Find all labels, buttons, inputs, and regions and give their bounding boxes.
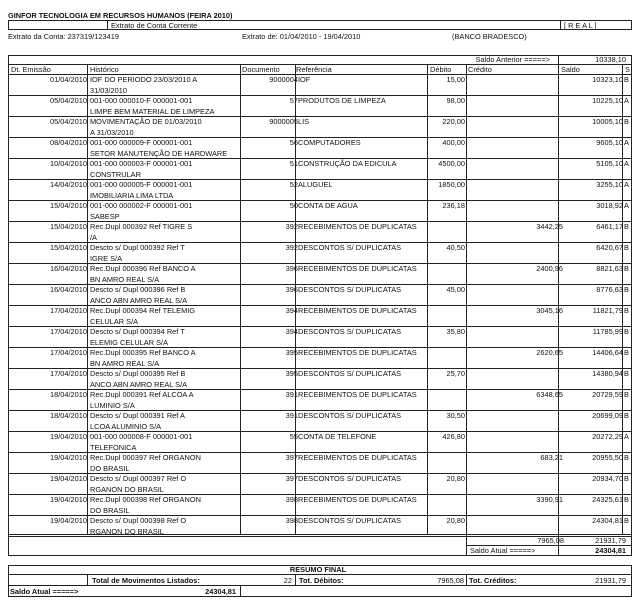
divider	[240, 585, 241, 597]
opening-balance-value: 10338,10	[595, 55, 626, 64]
divider	[8, 574, 632, 575]
cell-documento: 392	[285, 243, 298, 252]
cell-documento: 398	[285, 516, 298, 525]
cell-s: B	[624, 390, 629, 399]
cell-s: A	[624, 159, 629, 168]
cell-credito: 6348,65	[536, 390, 563, 399]
divider	[107, 20, 108, 30]
table-row	[8, 506, 632, 515]
cell-historico: 001-000 000010-F 000001-001	[90, 96, 193, 105]
table-row	[8, 464, 632, 473]
total-credits-label: Tot. Créditos:	[469, 576, 517, 585]
cell-historico: MOVIMENTAÇÃO DE 01/03/2010	[90, 117, 202, 126]
cell-saldo: 5105,10	[596, 159, 623, 168]
cell-documento: 52	[289, 180, 298, 189]
cell-s: A	[624, 138, 629, 147]
cell-historico: IMOBILIARIA LIMA LTDA	[90, 190, 174, 200]
cell-s: B	[624, 369, 629, 378]
cell-saldo: 20934,70	[592, 474, 623, 483]
cell-saldo: 11821,79	[592, 306, 623, 315]
cell-historico: CONSTRULAR	[90, 169, 141, 179]
cell-credito: 2400,96	[536, 264, 563, 273]
cell-referencia: DESCONTOS S/ DUPLICATAS	[298, 516, 402, 525]
cell-saldo: 8821,63	[596, 264, 623, 273]
table-row	[8, 243, 632, 252]
col-header-saldo: Saldo	[561, 65, 580, 74]
cell-s: A	[624, 201, 629, 210]
cell-saldo: 6461,17	[596, 222, 623, 231]
table-row	[8, 222, 632, 231]
table-row	[8, 212, 632, 221]
cell-referencia: PRODUTOS DE LIMPEZA	[298, 96, 386, 105]
cell-saldo: 10225,10	[592, 96, 623, 105]
table-row	[8, 117, 632, 126]
cell-date: 01/04/2010	[50, 75, 87, 84]
cell-s: A	[624, 96, 629, 105]
table-row	[8, 306, 632, 315]
cell-historico: RGANON DO BRASIL	[90, 484, 164, 494]
cell-historico: BN AMRO REAL S/A	[90, 358, 160, 368]
cell-date: 19/04/2010	[50, 453, 87, 462]
cell-referencia: RECEBIMENTOS DE DUPLICATAS	[298, 306, 417, 315]
total-credits-value: 21931,79	[595, 576, 626, 585]
cell-credito: 3390,91	[536, 495, 563, 504]
cell-s: A	[624, 432, 629, 441]
cell-historico: CELULAR S/A	[90, 316, 139, 326]
table-row	[8, 422, 632, 431]
table-row	[8, 275, 632, 284]
col-header-documento: Documento	[242, 65, 280, 74]
cell-historico: Descto s/ Dupl 000394 Ref T	[90, 327, 185, 336]
cell-referencia: DESCONTOS S/ DUPLICATAS	[298, 411, 402, 420]
cell-date: 17/04/2010	[50, 327, 87, 336]
col-header-date: Dt. Emissão	[11, 65, 51, 74]
cell-date: 19/04/2010	[50, 495, 87, 504]
cell-s: B	[624, 453, 629, 462]
cell-documento: 50	[289, 201, 298, 210]
cell-debito: 25,70	[446, 369, 465, 378]
table-row	[8, 191, 632, 200]
cell-referencia: DESCONTOS S/ DUPLICATAS	[298, 474, 402, 483]
cell-historico: Rec.Dupl 000397 Ref ORGANON	[90, 453, 201, 462]
cell-historico: Rec.Dupl 000398 Ref ORGANON	[90, 495, 201, 504]
cell-s: B	[624, 117, 629, 126]
cell-historico: Rec.Dupl 000394 Ref TELEMIG	[90, 306, 196, 315]
table-row	[8, 201, 632, 210]
cell-s: B	[624, 306, 629, 315]
cell-historico: Rec.Dupl 000391 Ref ALCOA A	[90, 390, 194, 399]
cell-historico: Descto s/ Dupl 000398 Ref O	[90, 516, 187, 525]
cell-debito: 20,80	[446, 474, 465, 483]
cell-referencia: RECEBIMENTOS DE DUPLICATAS	[298, 495, 417, 504]
col-header-historico: Histórico	[90, 65, 119, 74]
table-row	[8, 359, 632, 368]
cell-documento: 391	[285, 411, 298, 420]
currency-label: [ R E A L ]	[564, 21, 597, 30]
cell-debito: 400,00	[442, 138, 465, 147]
table-row	[8, 401, 632, 410]
cell-saldo: 20272,29	[592, 432, 623, 441]
cell-historico: Rec.Dupl 000396 Ref BANCO A	[90, 264, 196, 273]
cell-documento: 9000005	[269, 117, 298, 126]
total-movements-label: Total de Movimentos Listados:	[92, 576, 200, 585]
table-row	[8, 485, 632, 494]
cell-referencia: CONTA DE AGUA	[298, 201, 358, 210]
cell-s: B	[624, 495, 629, 504]
cell-s: B	[624, 243, 629, 252]
cell-saldo: 20699,09	[592, 411, 623, 420]
cell-s: B	[624, 474, 629, 483]
cell-documento: 56	[289, 138, 298, 147]
total-credit: 21931,79	[595, 536, 626, 545]
total-debit: 7965,08	[537, 536, 564, 545]
cell-referencia: RECEBIMENTOS DE DUPLICATAS	[298, 264, 417, 273]
table-row	[8, 380, 632, 389]
cell-historico: 31/03/2010	[90, 85, 127, 95]
cell-historico: 001-000 000009-F 000001-001	[90, 138, 193, 147]
table-row	[8, 453, 632, 462]
cell-historico: LCOA ALUMINIO S/A	[90, 421, 162, 431]
cell-debito: 15,00	[446, 75, 465, 84]
cell-saldo: 20955,50	[592, 453, 623, 462]
period-label: Extrato de: 01/04/2010 - 19/04/2010	[242, 32, 361, 41]
summary-balance-value: 24304,81	[205, 587, 236, 596]
cell-historico: BN AMRO REAL S/A	[90, 274, 160, 284]
cell-historico: IOF DO PERIODO 23/03/2010 A	[90, 75, 198, 84]
cell-documento: 9000004	[269, 75, 298, 84]
cell-documento: 51	[289, 159, 298, 168]
cell-s: B	[624, 411, 629, 420]
cell-historico: Descto s/ Dupl 000391 Ref A	[90, 411, 185, 420]
cell-date: 18/04/2010	[50, 390, 87, 399]
cell-historico: RGANON DO BRASIL	[90, 526, 164, 536]
cell-saldo: 14406,64	[592, 348, 623, 357]
cell-referencia: DESCONTOS S/ DUPLICATAS	[298, 285, 402, 294]
cell-historico: A 31/03/2010	[90, 127, 134, 137]
cell-date: 05/04/2010	[50, 117, 87, 126]
table-row	[8, 107, 632, 116]
cell-historico: SABESP	[90, 211, 120, 221]
cell-debito: 20,80	[446, 516, 465, 525]
total-movements-value: 22	[283, 576, 292, 585]
cell-date: 19/04/2010	[50, 516, 87, 525]
cell-saldo: 11785,99	[592, 327, 623, 336]
cell-historico: SETOR MANUTENÇÃO DE HARDWARE	[90, 148, 228, 158]
cell-saldo: 3018,92	[596, 201, 623, 210]
cell-historico: Descto s/ Dupl 000395 Ref B	[90, 369, 186, 378]
table-row	[8, 254, 632, 263]
cell-credito: 2620,65	[536, 348, 563, 357]
table-row	[8, 159, 632, 168]
cell-saldo: 6420,67	[596, 243, 623, 252]
cell-documento: 396	[285, 285, 298, 294]
cell-referencia: COMPUTADORES	[298, 138, 361, 147]
closing-balance-label: Saldo Atual =====>	[470, 546, 536, 555]
table-row	[8, 75, 632, 84]
cell-saldo: 9605,10	[596, 138, 623, 147]
cell-debito: 220,00	[442, 117, 465, 126]
cell-historico: Rec.Dupl 000395 Ref BANCO A	[90, 348, 196, 357]
table-row	[8, 138, 632, 147]
cell-saldo: 14380,94	[592, 369, 623, 378]
divider	[466, 574, 467, 585]
divider	[560, 20, 561, 30]
total-debits-label: Tot. Débitos:	[299, 576, 344, 585]
table-row	[8, 495, 632, 504]
cell-s: B	[624, 264, 629, 273]
cell-documento: 55	[289, 432, 298, 441]
cell-date: 15/04/2010	[50, 222, 87, 231]
cell-date: 18/04/2010	[50, 411, 87, 420]
cell-referencia: CONSTRUÇÃO DA EDICULA	[298, 159, 397, 168]
cell-date: 17/04/2010	[50, 306, 87, 315]
cell-debito: 30,50	[446, 411, 465, 420]
cell-debito: 426,80	[442, 432, 465, 441]
cell-referencia: ALUGUEL	[298, 180, 333, 189]
table-row	[8, 432, 632, 441]
cell-debito: 98,00	[446, 96, 465, 105]
cell-documento: 391	[285, 390, 298, 399]
cell-s: B	[624, 75, 629, 84]
cell-saldo: 24325,61	[592, 495, 623, 504]
table-row	[8, 369, 632, 378]
cell-documento: 392	[285, 222, 298, 231]
cell-historico: 001-000 000003-F 000001-001	[90, 159, 193, 168]
cell-debito: 35,80	[446, 327, 465, 336]
opening-balance-label: Saldo Anterior =====>	[475, 55, 550, 64]
cell-referencia: CONTA DE TELEFONE	[298, 432, 377, 441]
column-header-row	[8, 65, 632, 74]
cell-saldo: 20729,59	[592, 390, 623, 399]
account-label: Extrato da Conta: 237319/123419	[8, 32, 119, 41]
col-header-debito: Débito	[430, 65, 452, 74]
summary-balance-label: Saldo Atual =====>	[10, 587, 79, 596]
cell-historico: Descto s/ Dupl 000396 Ref B	[90, 285, 186, 294]
cell-date: 10/04/2010	[50, 159, 87, 168]
table-row	[8, 338, 632, 347]
divider	[87, 574, 88, 585]
cell-historico: ANCO ABN AMRO REAL S/A	[90, 295, 188, 305]
table-row	[8, 180, 632, 189]
company-name: GINFOR TECNOLOGIA EM RECURSOS HUMANOS (FEIRA 2010)	[8, 11, 233, 20]
cell-historico: DO BRASIL	[90, 505, 130, 515]
cell-date: 08/04/2010	[50, 138, 87, 147]
table-row	[8, 86, 632, 95]
table-row	[8, 474, 632, 483]
cell-historico: Descto s/ Dupl 000397 Ref O	[90, 474, 187, 483]
cell-historico: Descto s/ Dupl 000392 Ref T	[90, 243, 185, 252]
cell-s: B	[624, 516, 629, 525]
cell-referencia: RECEBIMENTOS DE DUPLICATAS	[298, 222, 417, 231]
cell-historico: Rec.Dupl 000392 Ref TIGRE S	[90, 222, 193, 231]
cell-documento: 396	[285, 264, 298, 273]
cell-referencia: RECEBIMENTOS DE DUPLICATAS	[298, 390, 417, 399]
table-row	[8, 96, 632, 105]
cell-historico: 001-000 000002-F 000001-001	[90, 201, 193, 210]
cell-historico: DO BRASIL	[90, 463, 130, 473]
cell-historico: ANCO ABN AMRO REAL S/A	[90, 379, 188, 389]
table-row	[8, 516, 632, 525]
cell-date: 16/04/2010	[50, 285, 87, 294]
cell-date: 17/04/2010	[50, 348, 87, 357]
cell-saldo: 10005,10	[592, 117, 623, 126]
cell-referencia: IOF	[298, 75, 311, 84]
cell-date: 19/04/2010	[50, 432, 87, 441]
cell-date: 17/04/2010	[50, 369, 87, 378]
cell-historico: /A	[90, 232, 97, 242]
cell-historico: ELEMIG CELULAR S/A	[90, 337, 169, 347]
cell-s: B	[624, 348, 629, 357]
table-row	[8, 285, 632, 294]
cell-historico: LIMPE BEM MATERIAL DE LIMPEZA	[90, 106, 215, 116]
cell-historico: 001-000 000005-F 000001-001	[90, 180, 193, 189]
divider	[8, 585, 632, 586]
cell-documento: 395	[285, 348, 298, 357]
cell-date: 15/04/2010	[50, 201, 87, 210]
table-row	[8, 411, 632, 420]
cell-referencia: RECEBIMENTOS DE DUPLICATAS	[298, 453, 417, 462]
cell-historico: TELEFONICA	[90, 442, 137, 452]
cell-documento: 395	[285, 369, 298, 378]
divider	[295, 574, 296, 585]
divider	[8, 534, 632, 535]
cell-date: 05/04/2010	[50, 96, 87, 105]
cell-s: B	[624, 222, 629, 231]
cell-referencia: LIS	[298, 117, 310, 126]
cell-debito: 40,50	[446, 243, 465, 252]
cell-documento: 397	[285, 474, 298, 483]
cell-documento: 398	[285, 495, 298, 504]
report-title: Extrato de Conta Corrente	[111, 21, 198, 30]
cell-s: B	[624, 327, 629, 336]
cell-saldo: 10323,10	[592, 75, 623, 84]
cell-date: 14/04/2010	[50, 180, 87, 189]
table-row	[8, 233, 632, 242]
cell-documento: 394	[285, 306, 298, 315]
table-row	[8, 390, 632, 399]
cell-date: 15/04/2010	[50, 243, 87, 252]
cell-referencia: DESCONTOS S/ DUPLICATAS	[298, 327, 402, 336]
cell-documento: 57	[289, 96, 298, 105]
cell-credito: 3045,16	[536, 306, 563, 315]
cell-s: A	[624, 180, 629, 189]
cell-documento: 397	[285, 453, 298, 462]
table-row	[8, 348, 632, 357]
bank-label: (BANCO BRADESCO)	[452, 32, 527, 41]
cell-saldo: 8776,63	[596, 285, 623, 294]
summary-title: RESUMO FINAL	[289, 565, 347, 574]
table-row	[8, 317, 632, 326]
closing-balance-value: 24304,81	[595, 546, 626, 555]
col-header-referencia: Referência	[296, 65, 332, 74]
cell-debito: 4500,00	[438, 159, 465, 168]
cell-referencia: RECEBIMENTOS DE DUPLICATAS	[298, 348, 417, 357]
cell-s: B	[624, 285, 629, 294]
table-row	[8, 149, 632, 158]
table-row	[8, 443, 632, 452]
table-row	[8, 264, 632, 273]
cell-referencia: DESCONTOS S/ DUPLICATAS	[298, 369, 402, 378]
cell-debito: 236,18	[442, 201, 465, 210]
cell-documento: 394	[285, 327, 298, 336]
cell-historico: LUMINIO S/A	[90, 400, 135, 410]
table-row	[8, 296, 632, 305]
cell-historico: IGRE S/A	[90, 253, 123, 263]
cell-referencia: DESCONTOS S/ DUPLICATAS	[298, 243, 402, 252]
table-row	[8, 327, 632, 336]
cell-credito: 3442,25	[536, 222, 563, 231]
cell-debito: 1850,00	[438, 180, 465, 189]
table-row	[8, 170, 632, 179]
cell-historico: 001-000 000008-F 000001-001	[90, 432, 193, 441]
cell-credito: 683,21	[540, 453, 563, 462]
cell-debito: 45,00	[446, 285, 465, 294]
total-debits-value: 7965,08	[437, 576, 464, 585]
cell-date: 16/04/2010	[50, 264, 87, 273]
cell-date: 19/04/2010	[50, 474, 87, 483]
col-header-s: S	[625, 65, 630, 74]
cell-saldo: 24304,81	[592, 516, 623, 525]
header-box	[8, 20, 632, 30]
col-header-credito: Crédito	[468, 65, 492, 74]
cell-saldo: 3255,10	[596, 180, 623, 189]
table-row	[8, 128, 632, 137]
